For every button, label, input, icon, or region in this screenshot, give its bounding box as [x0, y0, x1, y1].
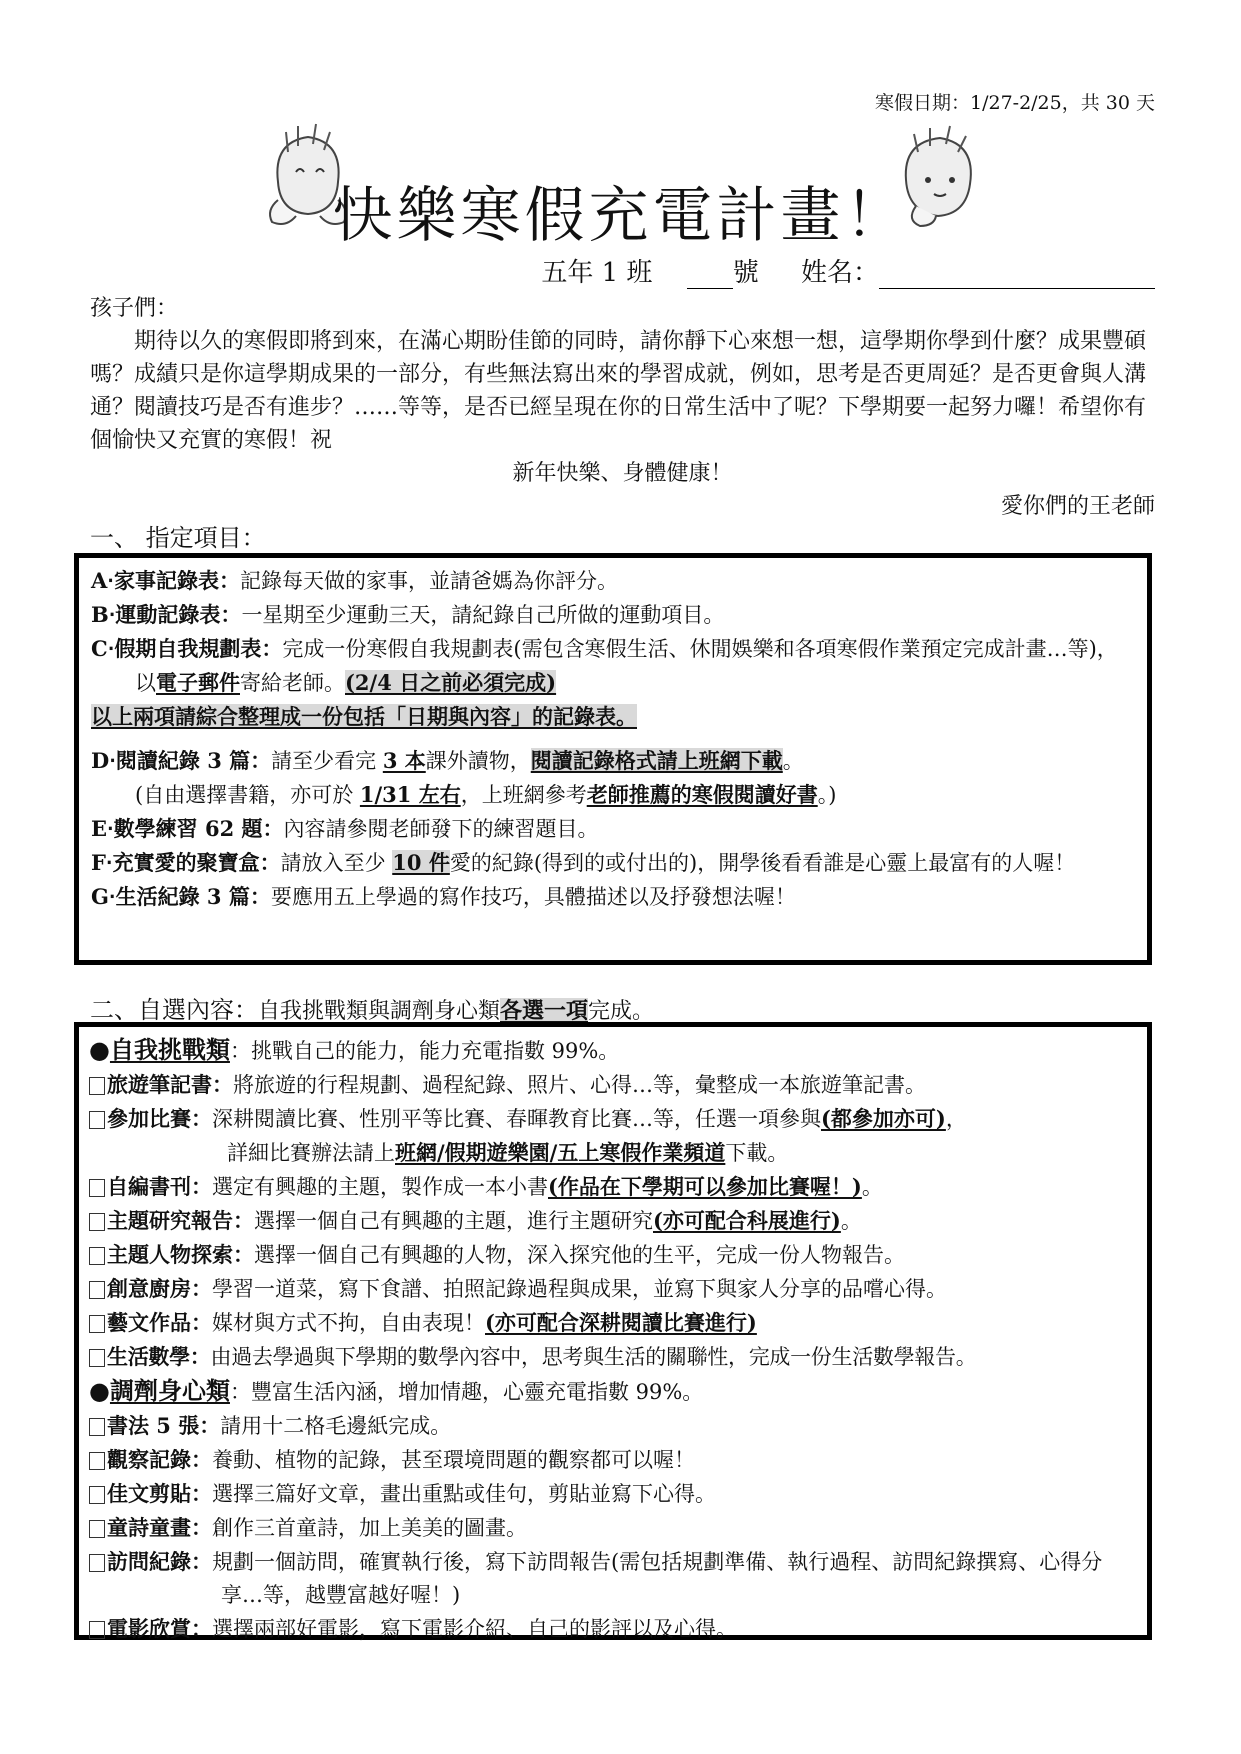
page-title: 快樂寒假充電計畫！: [332, 181, 909, 251]
item-b: B‧運動記錄表：一星期至少運動三天，請紀錄自己所做的運動項目。: [91, 602, 725, 627]
option-item: 旅遊筆記書：將旅遊的行程規劃、過程紀錄、照片、心得…等，彙整成一本旅遊筆記書。: [89, 1068, 1137, 1102]
combine-note: 以上兩項請綜合整理成一份包括「日期與內容」的記錄表。: [91, 704, 637, 729]
option-item: 自編書刊：選定有興趣的主題，製作成一本小書(作品在下學期可以參加比賽喔！)。: [89, 1170, 1137, 1204]
option-item: 參加比賽：深耕閱讀比賽、性別平等比賽、春暉教育比賽…等，任選一項參與(都參加亦可)，: [89, 1102, 1137, 1136]
option-item: 主題研究報告：選擇一個自己有興趣的主題，進行主題研究(亦可配合科展進行)。: [89, 1204, 1137, 1238]
item-g: G‧生活紀錄 3 篇：要應用五上學過的寫作技巧，具體描述以及抒發想法喔！: [91, 884, 796, 909]
checkbox[interactable]: [89, 1179, 105, 1197]
option-item: 觀察記錄：養動、植物的記錄，甚至環境問題的觀察都可以喔！: [89, 1443, 1137, 1477]
option-item: 電影欣賞：選擇兩部好電影，寫下電影介紹、自己的影評以及心得。: [89, 1612, 1137, 1646]
checkbox[interactable]: [89, 1520, 105, 1538]
class-info: [541, 252, 1155, 289]
name-label: 姓名：: [800, 258, 879, 288]
option-item: 佳文剪貼：選擇三篇好文章，畫出重點或佳句，剪貼並寫下心得。: [89, 1477, 1137, 1511]
option-item: 主題人物探索：選擇一個自己有興趣的人物，深入探究他的生平，完成一份人物報告。: [89, 1238, 1137, 1272]
option-item: 童詩童畫：創作三首童詩，加上美美的圖畫。: [89, 1511, 1137, 1545]
checkbox[interactable]: [89, 1111, 105, 1129]
item-c: C‧假期自我規劃表：完成一份寒假自我規劃表(需包含寒假生活、休閒娛樂和各項寒假作業預定完成計畫…等)，以電子郵件寄給老師。(2/4 日之前必須完成): [91, 636, 1118, 695]
option-item: 訪問紀錄：規劃一個訪問，確實執行後，寫下訪問報告(需包括規劃準備、執行過程、訪問紀錄撰寫、心得分享…等，越豐富越好喔！): [89, 1545, 1137, 1612]
checkbox[interactable]: [89, 1418, 105, 1436]
letter-body: 期待以久的寒假即將到來，在滿心期盼佳節的同時，請你靜下心來想一想，這學期你學到什麼？成果豐碩嗎？成績只是你這學期成果的一部分，有些無法寫出來的學習成就，例如，思考是否更周延？是否更會與人溝通？閱讀技巧是否有進步？……等等，是否已經呈現在你的日常生活中了呢？下學期要一起努力囉！希望你有個愉快又充實的寒假！祝: [90, 329, 1147, 453]
option-item: 藝文作品：媒材與方式不拘，自由表現！(亦可配合深耕閱讀比賽進行): [89, 1306, 1137, 1340]
category-relax: ●調劑身心類：豐富生活內涵，增加情趣，心靈充電指數 99%。: [89, 1376, 704, 1405]
item-d: D‧閱讀紀錄 3 篇：請至少看完 3 本課外讀物，閱讀記錄格式請上班網下載。: [91, 748, 804, 773]
checkbox[interactable]: [89, 1281, 105, 1299]
category-challenge: ●自我挑戰類：挑戰自己的能力，能力充電指數 99%。: [89, 1035, 620, 1064]
checkbox[interactable]: [89, 1315, 105, 1333]
contest-detail: 詳細比賽辦法請上班網/假期遊樂園/五上寒假作業頻道下載。: [227, 1140, 789, 1165]
checkbox[interactable]: [89, 1554, 105, 1572]
name-blank[interactable]: [879, 262, 1155, 289]
vacation-date: 寒假日期：1/27-2/25，共 30 天: [874, 92, 1155, 114]
number-label: 號: [732, 258, 759, 288]
teacher-letter: [90, 292, 1155, 523]
bullet-icon: ●: [89, 1377, 110, 1405]
item-a: A‧家事記錄表：記錄每天做的家事，並請爸媽為你評分。: [91, 568, 618, 593]
letter-greeting: 孩子們：: [90, 296, 179, 321]
optional-items-box: [74, 1022, 1152, 1640]
checkbox[interactable]: [89, 1247, 105, 1265]
section1-heading: 一、 指定項目：: [90, 524, 266, 552]
letter-wish: 新年快樂、身體健康！: [512, 461, 733, 486]
checkbox[interactable]: [89, 1486, 105, 1504]
class-label: 五年 1 班: [541, 258, 653, 288]
option-item: 書法 5 張：請用十二格毛邊紙完成。: [89, 1409, 1137, 1443]
checkbox[interactable]: [89, 1349, 105, 1367]
letter-sign: 愛你們的王老師: [1000, 494, 1155, 519]
checkbox[interactable]: [89, 1621, 105, 1639]
checkbox[interactable]: [89, 1213, 105, 1231]
checkbox[interactable]: [89, 1077, 105, 1095]
number-blank[interactable]: [687, 262, 733, 289]
item-d-note: (自由選擇書籍，亦可於 1/31 左右，上班網參考老師推薦的寒假閱讀好書。): [135, 782, 837, 807]
checkbox[interactable]: [89, 1452, 105, 1470]
item-e: E‧數學練習 62 題：內容請參閱老師發下的練習題目。: [91, 816, 599, 841]
item-f: F‧充實愛的聚寶盒：請放入至少 10 件愛的紀錄(得到的或付出的)，開學後看看誰是心靈上最富有的人喔！: [91, 850, 1076, 875]
contest-link[interactable]: 班網/假期遊樂園/五上寒假作業頻道: [395, 1140, 726, 1165]
bullet-icon: ●: [89, 1036, 110, 1064]
required-items-box: [74, 553, 1152, 965]
option-item: 生活數學：由過去學過與下學期的數學內容中，思考與生活的關聯性，完成一份生活數學報告。: [89, 1340, 1137, 1374]
section2-heading: 二、自選內容：自我挑戰類與調劑身心類各選一項完成。: [90, 996, 655, 1024]
option-item: 創意廚房：學習一道菜，寫下食譜、拍照記錄過程與成果，並寫下與家人分享的品嚐心得。: [89, 1272, 1137, 1306]
